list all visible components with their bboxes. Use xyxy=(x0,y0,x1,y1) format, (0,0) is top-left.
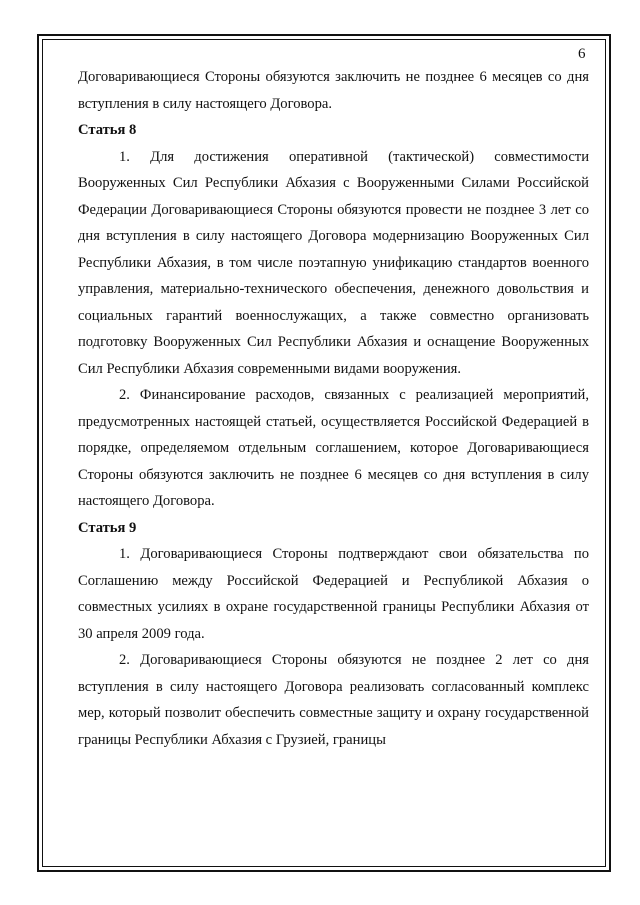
document-body xyxy=(78,64,589,753)
page-number: 6 xyxy=(578,46,586,62)
article-9-paragraph-2: 2. Договаривающиеся Стороны обязуются не позднее 2 лет со дня вступления в силу настоящего Договора реализовать согласованный комплекс мер, который позволит обеспечить совместные защиту и охрану государственной границы Республики Абхазия с Грузией, границы xyxy=(78,652,589,748)
article-9-title: Статья 9 xyxy=(78,519,137,536)
article-8-title: Статья 8 xyxy=(78,122,137,138)
article-8-paragraph-1: 1. Для достижения оперативной (тактической) совместимости Вооруженных Сил Республики Абхазия с Вооруженными Силами Российской Федерации Договаривающиеся Стороны обязуются провести не позднее 3 лет со дня вступления в силу настоящего Договора модернизацию Вооруженных Сил Республики Абхазия, в том числе поэтапную унификацию стандартов военного управления, материально-технического обеспечения, денежного довольствия и социальных гарантий военнослужащих, а также совместно организовать подготовку Вооруженных Сил Республики Абхазия и оснащение Вооруженных Сил Республики Абхазия современными видами вооружения. xyxy=(78,148,589,377)
article-8-paragraph-2: 2. Финансирование расходов, связанных с реализацией мероприятий, предусмотренных настоящей статьей, осуществляется Российской Федерацией в порядке, определяемом отдельным соглашением, которое Договаривающиеся Стороны обязуются заключить не позднее 6 месяцев со дня вступления в силу настоящего Договора. xyxy=(78,387,589,509)
intro-paragraph: Договаривающиеся Стороны обязуются заключить не позднее 6 месяцев со дня вступления в силу настоящего Договора. xyxy=(78,69,589,112)
article-9-paragraph-1: 1. Договаривающиеся Стороны подтверждают свои обязательства по Соглашению между Российской Федерацией и Республикой Абхазия о совместных усилиях в охране государственной границы Республики Абхазия от 30 апреля 2009 года. xyxy=(78,546,589,642)
